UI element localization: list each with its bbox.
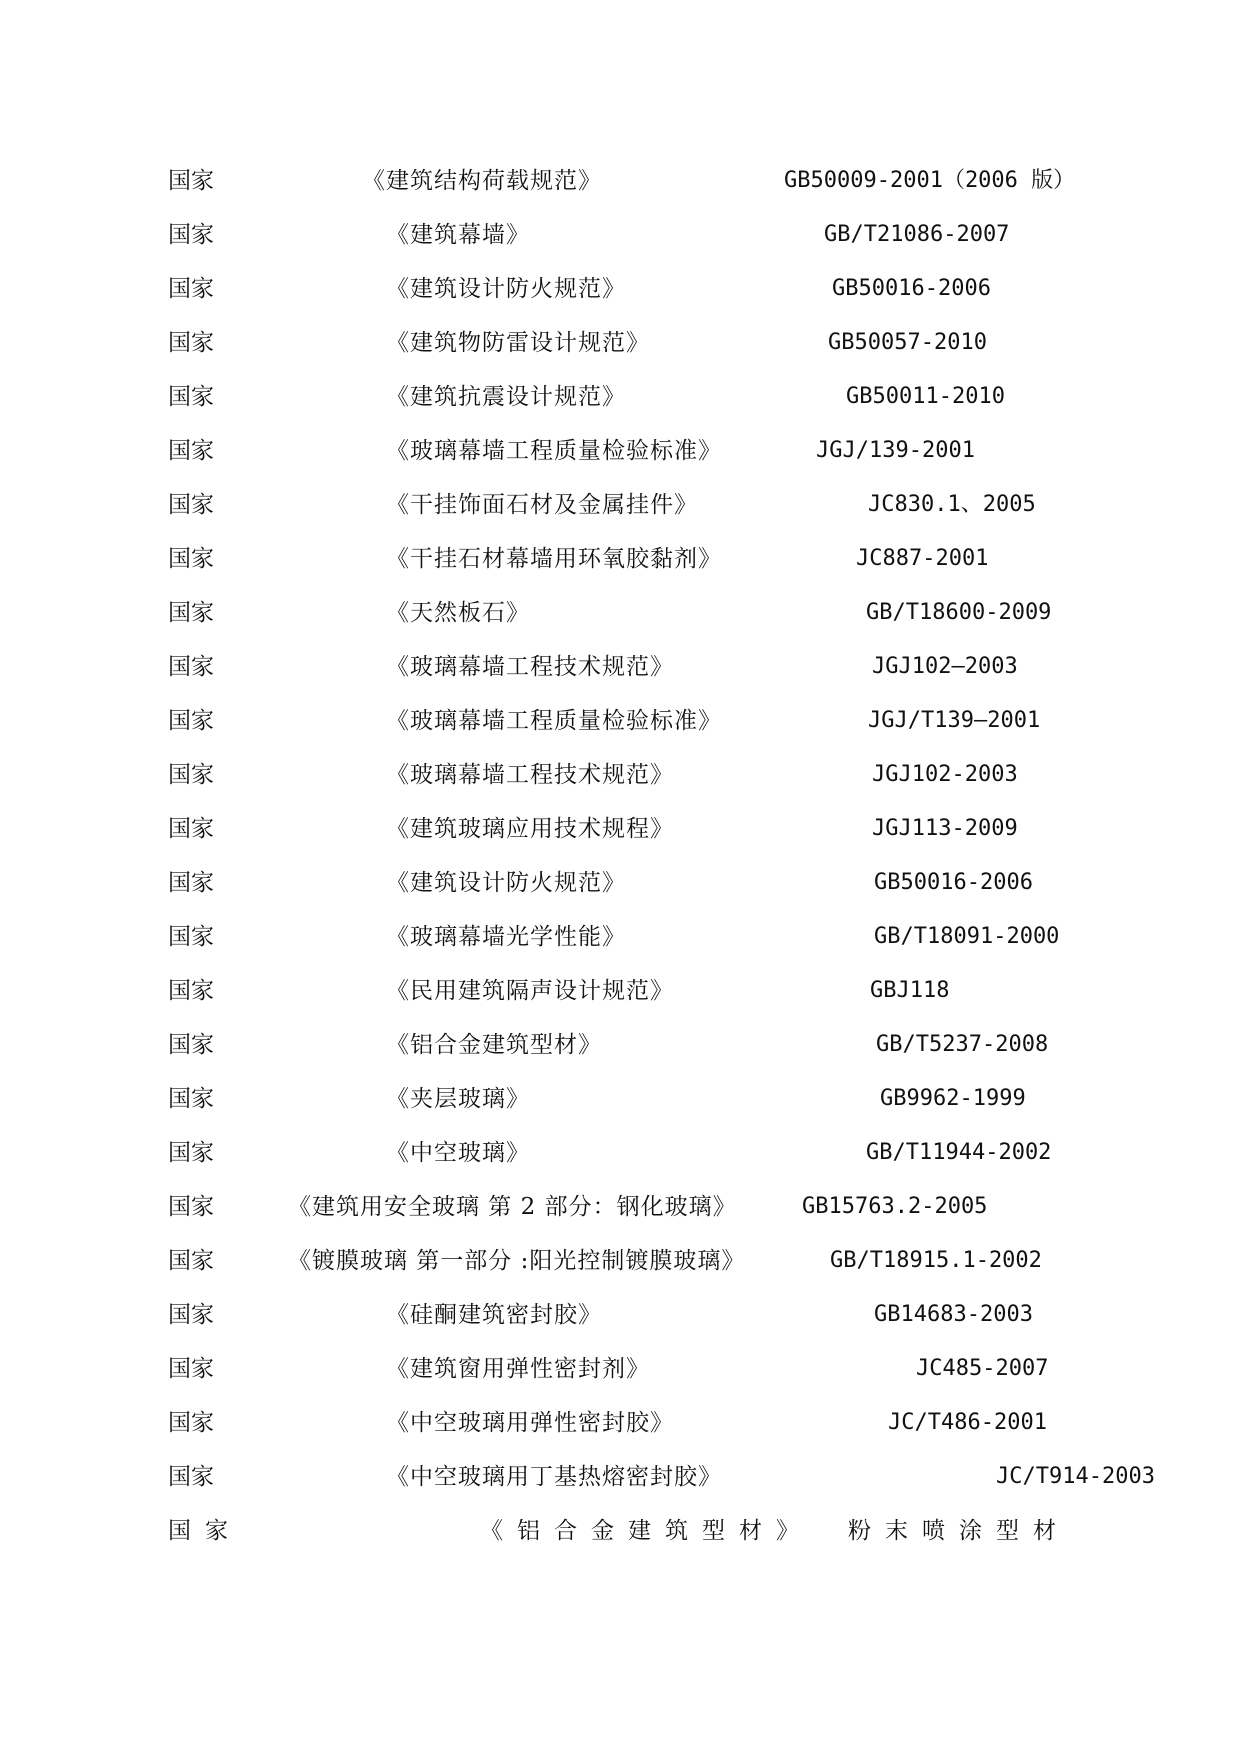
standard-level: 国家 bbox=[168, 1032, 214, 1058]
standard-title: 《建筑玻璃应用技术规程》 bbox=[386, 816, 674, 842]
standard-title: 《建筑抗震设计规范》 bbox=[386, 384, 626, 410]
standard-code: JGJ/T139—2001 bbox=[868, 708, 1041, 733]
standard-row bbox=[0, 161, 1241, 201]
standard-row bbox=[0, 269, 1241, 309]
standard-row bbox=[0, 1403, 1241, 1443]
standard-code: GB15763.2-2005 bbox=[802, 1194, 988, 1219]
standard-level: 国家 bbox=[168, 222, 214, 248]
standard-title: 《玻璃幕墙工程质量检验标准》 bbox=[386, 438, 722, 464]
standard-title: 《夹层玻璃》 bbox=[386, 1086, 530, 1112]
standard-level: 国家 bbox=[168, 438, 214, 464]
standard-code: JC887-2001 bbox=[856, 546, 989, 571]
standard-row bbox=[0, 377, 1241, 417]
standard-code: JC/T486-2001 bbox=[888, 1410, 1047, 1435]
standard-code: GB/T18600-2009 bbox=[866, 600, 1052, 625]
standard-title: 《中空玻璃》 bbox=[386, 1140, 530, 1166]
standard-row bbox=[0, 539, 1241, 579]
standard-code: JGJ113-2009 bbox=[872, 816, 1018, 841]
standard-level: 国家 bbox=[168, 708, 214, 734]
standard-title: 《铝合金建筑型材》 bbox=[480, 1518, 813, 1544]
standard-level: 国家 bbox=[168, 1518, 242, 1544]
standard-level: 国家 bbox=[168, 1194, 214, 1220]
standard-code: GB50016-2006 bbox=[874, 870, 1033, 895]
standard-level: 国家 bbox=[168, 654, 214, 680]
standard-row bbox=[0, 323, 1241, 363]
standard-code: GB/T21086-2007 bbox=[824, 222, 1010, 247]
standard-row bbox=[0, 1025, 1241, 1065]
standard-level: 国家 bbox=[168, 546, 214, 572]
standard-title: 《硅酮建筑密封胶》 bbox=[386, 1302, 602, 1328]
standard-row bbox=[0, 647, 1241, 687]
standard-code: GB/T11944-2002 bbox=[866, 1140, 1052, 1165]
standard-level: 国家 bbox=[168, 978, 214, 1004]
standard-title: 《民用建筑隔声设计规范》 bbox=[386, 978, 674, 1004]
standard-title: 《建筑结构荷载规范》 bbox=[362, 168, 602, 194]
standard-row bbox=[0, 971, 1241, 1011]
standard-code: JC830.1、2005 bbox=[868, 492, 1036, 517]
standard-row bbox=[0, 1511, 1241, 1551]
standard-title: 《中空玻璃用弹性密封胶》 bbox=[386, 1410, 674, 1436]
standard-row bbox=[0, 485, 1241, 525]
standard-code: GB50016-2006 bbox=[832, 276, 991, 301]
standard-level: 国家 bbox=[168, 816, 214, 842]
standard-title: 《玻璃幕墙光学性能》 bbox=[386, 924, 626, 950]
standard-title: 《天然板石》 bbox=[386, 600, 530, 626]
standard-row bbox=[0, 1349, 1241, 1389]
standard-row bbox=[0, 215, 1241, 255]
standard-code: JC/T914-2003 bbox=[996, 1464, 1155, 1489]
standard-title: 《铝合金建筑型材》 bbox=[386, 1032, 602, 1058]
standard-row bbox=[0, 1079, 1241, 1119]
standard-code: JGJ102-2003 bbox=[872, 762, 1018, 787]
standard-title: 《玻璃幕墙工程质量检验标准》 bbox=[386, 708, 722, 734]
standard-code: GB/T18091-2000 bbox=[874, 924, 1060, 949]
standard-title: 《建筑设计防火规范》 bbox=[386, 276, 626, 302]
standard-level: 国家 bbox=[168, 762, 214, 788]
standard-row bbox=[0, 755, 1241, 795]
standard-row bbox=[0, 917, 1241, 957]
standard-code: GB/T18915.1-2002 bbox=[830, 1248, 1042, 1273]
standard-code: GBJ118 bbox=[870, 978, 950, 1003]
standard-row bbox=[0, 863, 1241, 903]
standard-row bbox=[0, 1295, 1241, 1335]
standard-code: GB50057-2010 bbox=[828, 330, 987, 355]
standard-title: 《玻璃幕墙工程技术规范》 bbox=[386, 654, 674, 680]
standard-level: 国家 bbox=[168, 1464, 214, 1490]
standard-title: 《建筑窗用弹性密封剂》 bbox=[386, 1356, 650, 1382]
standard-level: 国家 bbox=[168, 492, 214, 518]
standard-level: 国家 bbox=[168, 1086, 214, 1112]
standard-code: 粉末喷涂型材 bbox=[848, 1518, 1070, 1544]
standard-title: 《建筑用安全玻璃 第 2 部分：钢化玻璃》 bbox=[288, 1194, 737, 1220]
standard-title: 《建筑物防雷设计规范》 bbox=[386, 330, 650, 356]
standard-code: GB9962-1999 bbox=[880, 1086, 1026, 1111]
standard-row bbox=[0, 431, 1241, 471]
standard-title: 《建筑设计防火规范》 bbox=[386, 870, 626, 896]
standard-level: 国家 bbox=[168, 168, 214, 194]
standard-title: 《中空玻璃用丁基热熔密封胶》 bbox=[386, 1464, 722, 1490]
standard-level: 国家 bbox=[168, 1302, 214, 1328]
standard-level: 国家 bbox=[168, 330, 214, 356]
standard-level: 国家 bbox=[168, 276, 214, 302]
standard-code: JGJ102—2003 bbox=[872, 654, 1018, 679]
standard-title: 《镀膜玻璃 第一部分 :阳光控制镀膜玻璃》 bbox=[288, 1248, 746, 1274]
standard-title: 《干挂石材幕墙用环氧胶黏剂》 bbox=[386, 546, 722, 572]
standard-row bbox=[0, 1457, 1241, 1497]
standard-code: GB50009-2001（2006 版） bbox=[784, 168, 1076, 193]
standard-level: 国家 bbox=[168, 1248, 214, 1274]
standard-level: 国家 bbox=[168, 1356, 214, 1382]
standard-row bbox=[0, 1241, 1241, 1281]
standard-level: 国家 bbox=[168, 1140, 214, 1166]
standard-row bbox=[0, 809, 1241, 849]
standard-level: 国家 bbox=[168, 870, 214, 896]
standard-level: 国家 bbox=[168, 600, 214, 626]
standard-row bbox=[0, 1133, 1241, 1173]
standard-row bbox=[0, 701, 1241, 741]
standard-code: GB/T5237-2008 bbox=[876, 1032, 1049, 1057]
standard-title: 《玻璃幕墙工程技术规范》 bbox=[386, 762, 674, 788]
standard-title: 《建筑幕墙》 bbox=[386, 222, 530, 248]
standard-code: GB50011-2010 bbox=[846, 384, 1005, 409]
standard-title: 《干挂饰面石材及金属挂件》 bbox=[386, 492, 698, 518]
standard-row bbox=[0, 593, 1241, 633]
standard-row bbox=[0, 1187, 1241, 1227]
standard-level: 国家 bbox=[168, 384, 214, 410]
standard-code: GB14683-2003 bbox=[874, 1302, 1033, 1327]
standard-code: JC485-2007 bbox=[916, 1356, 1049, 1381]
standard-level: 国家 bbox=[168, 924, 214, 950]
standard-level: 国家 bbox=[168, 1410, 214, 1436]
standard-code: JGJ/139-2001 bbox=[816, 438, 975, 463]
